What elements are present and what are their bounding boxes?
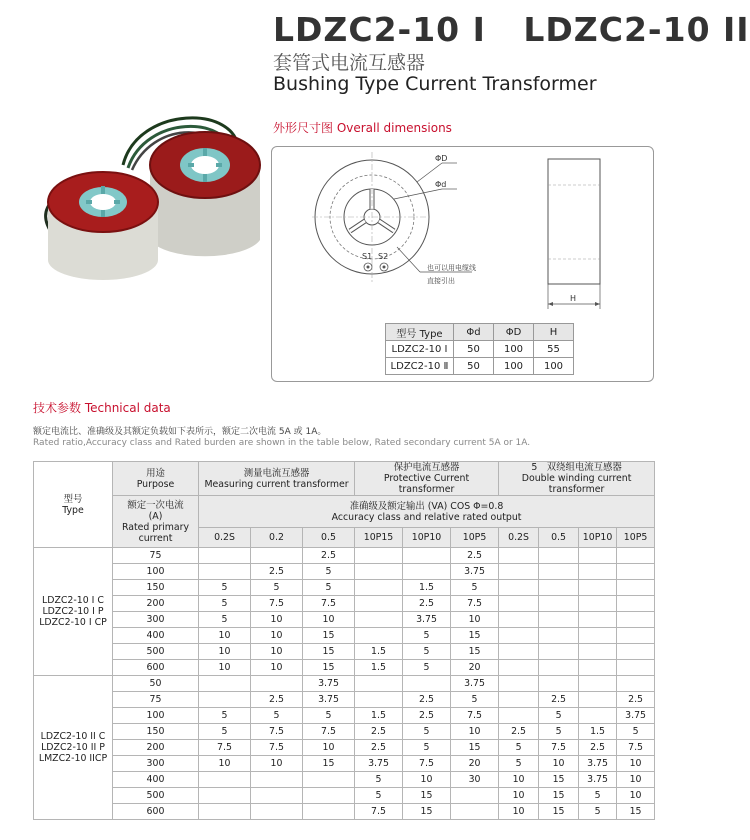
value-cell <box>403 548 451 564</box>
class-header: 0.5 <box>303 528 355 548</box>
value-cell: 15 <box>539 772 579 788</box>
value-cell: 2.5 <box>251 564 303 580</box>
value-cell: 7.5 <box>539 740 579 756</box>
value-cell: 7.5 <box>303 724 355 740</box>
value-cell: 5 <box>539 724 579 740</box>
value-cell <box>499 708 539 724</box>
dimension-table <box>385 323 574 375</box>
value-cell: 5 <box>451 692 499 708</box>
value-cell: 5 <box>303 564 355 580</box>
cable-note-line2: 直接引出 <box>427 277 455 285</box>
value-cell: 10 <box>303 612 355 628</box>
class-header: 0.5 <box>539 528 579 548</box>
value-cell: 5 <box>539 708 579 724</box>
value-cell <box>199 772 251 788</box>
value-cell <box>251 548 303 564</box>
value-cell: 30 <box>451 772 499 788</box>
value-cell: 2.5 <box>403 692 451 708</box>
primary-current-cell: 400 <box>113 628 199 644</box>
value-cell: 15 <box>403 804 451 820</box>
section-title-overall-dimensions: 外形尺寸图 Overall dimensions <box>273 121 452 135</box>
value-cell <box>539 612 579 628</box>
value-cell <box>199 548 251 564</box>
value-cell <box>617 564 655 580</box>
value-cell <box>355 692 403 708</box>
value-cell: 7.5 <box>199 740 251 756</box>
value-cell <box>617 548 655 564</box>
value-cell <box>499 580 539 596</box>
value-cell <box>539 660 579 676</box>
value-cell: 20 <box>451 660 499 676</box>
value-cell <box>355 628 403 644</box>
primary-current-cell: 200 <box>113 596 199 612</box>
dim-col-inner: Φd <box>454 324 494 341</box>
value-cell: 2.5 <box>355 740 403 756</box>
value-cell: 15 <box>539 788 579 804</box>
value-cell: 1.5 <box>355 708 403 724</box>
value-cell: 5 <box>303 580 355 596</box>
value-cell <box>199 564 251 580</box>
height-label: H <box>570 294 577 303</box>
value-cell <box>355 564 403 580</box>
primary-current-cell: 300 <box>113 612 199 628</box>
value-cell: 5 <box>403 740 451 756</box>
value-cell <box>539 564 579 580</box>
primary-current-cell: 150 <box>113 724 199 740</box>
value-cell: 5 <box>499 740 539 756</box>
value-cell <box>251 772 303 788</box>
value-cell: 7.5 <box>451 596 499 612</box>
table-row <box>34 564 655 580</box>
primary-current-cell: 500 <box>113 788 199 804</box>
value-cell: 5 <box>451 580 499 596</box>
value-cell: 5 <box>403 644 451 660</box>
class-header: 0.2 <box>251 528 303 548</box>
table-row <box>34 660 655 676</box>
value-cell <box>303 772 355 788</box>
value-cell <box>539 548 579 564</box>
value-cell: 15 <box>303 660 355 676</box>
value-cell: 7.5 <box>251 740 303 756</box>
value-cell: 10 <box>251 644 303 660</box>
value-cell: 15 <box>451 628 499 644</box>
tech-col-purpose: 用途 Purpose <box>113 462 199 496</box>
primary-current-cell: 75 <box>113 692 199 708</box>
value-cell <box>539 628 579 644</box>
value-cell: 10 <box>199 660 251 676</box>
value-cell: 5 <box>403 724 451 740</box>
table-row <box>34 788 655 804</box>
group-protective: 保护电流互感器 Protective Current transformer <box>355 462 499 496</box>
value-cell: 3.75 <box>303 676 355 692</box>
table-row <box>34 804 655 820</box>
value-cell <box>539 580 579 596</box>
value-cell <box>579 692 617 708</box>
value-cell: 7.5 <box>355 804 403 820</box>
primary-current-cell: 400 <box>113 772 199 788</box>
value-cell <box>579 676 617 692</box>
value-cell <box>403 564 451 580</box>
value-cell: 15 <box>539 804 579 820</box>
value-cell: 2.5 <box>403 708 451 724</box>
value-cell: 5 <box>199 580 251 596</box>
value-cell <box>355 580 403 596</box>
primary-current-cell: 100 <box>113 708 199 724</box>
value-cell: 2.5 <box>251 692 303 708</box>
technical-data-table <box>33 461 655 820</box>
value-cell <box>617 644 655 660</box>
value-cell: 3.75 <box>403 612 451 628</box>
value-cell <box>579 612 617 628</box>
value-cell <box>539 596 579 612</box>
class-header: 10P5 <box>617 528 655 548</box>
value-cell: 15 <box>403 788 451 804</box>
value-cell: 3.75 <box>451 564 499 580</box>
value-cell: 5 <box>199 708 251 724</box>
value-cell: 15 <box>303 628 355 644</box>
value-cell: 7.5 <box>251 596 303 612</box>
value-cell <box>303 788 355 804</box>
value-cell <box>617 676 655 692</box>
value-cell: 2.5 <box>303 548 355 564</box>
dim-col-type: 型号 Type <box>386 324 454 341</box>
inner-diameter-label: Φd <box>435 180 447 189</box>
table-row <box>34 708 655 724</box>
value-cell: 2.5 <box>499 724 539 740</box>
value-cell: 10 <box>303 740 355 756</box>
terminal-s2-label: S2 <box>378 252 389 261</box>
table-row <box>34 676 655 692</box>
class-header: 10P10 <box>403 528 451 548</box>
note-english: Rated ratio,Accuracy class and Rated burden are shown in the table below, Rated secondary current 5A or 1A. <box>33 438 531 448</box>
value-cell: 3.75 <box>451 676 499 692</box>
primary-current-cell: 300 <box>113 756 199 772</box>
value-cell: 3.75 <box>579 772 617 788</box>
group-measuring: 测量电流互感器 Measuring current transformer <box>199 462 355 496</box>
value-cell: 7.5 <box>451 708 499 724</box>
value-cell: 5 <box>355 788 403 804</box>
value-cell: 10 <box>251 612 303 628</box>
primary-current-cell: 600 <box>113 804 199 820</box>
primary-current-cell: 200 <box>113 740 199 756</box>
value-cell: 10 <box>617 756 655 772</box>
primary-current-cell: 500 <box>113 644 199 660</box>
table-row <box>34 628 655 644</box>
value-cell <box>199 788 251 804</box>
value-cell: 5 <box>403 628 451 644</box>
value-cell: 10 <box>251 756 303 772</box>
value-cell: 7.5 <box>617 740 655 756</box>
class-header: 10P10 <box>579 528 617 548</box>
table-row <box>34 740 655 756</box>
value-cell <box>355 612 403 628</box>
value-cell <box>579 708 617 724</box>
value-cell: 10 <box>499 804 539 820</box>
cable-note-line1: 也可以用电缆线 <box>427 264 476 272</box>
value-cell <box>579 660 617 676</box>
value-cell: 10 <box>451 724 499 740</box>
table-row <box>34 612 655 628</box>
class-header: 0.2S <box>499 528 539 548</box>
value-cell: 10 <box>539 756 579 772</box>
value-cell: 10 <box>251 660 303 676</box>
table-row: LDZC2-10 Ⅱ 50 100 100 <box>386 358 574 375</box>
value-cell: 7.5 <box>403 756 451 772</box>
primary-current-cell: 100 <box>113 564 199 580</box>
accuracy-header: 准确级及额定输出 (VA) COS Φ=0.8 Accuracy class and relative rated output <box>199 496 655 528</box>
table-row <box>34 580 655 596</box>
value-cell <box>499 644 539 660</box>
value-cell <box>617 596 655 612</box>
value-cell: 5 <box>617 724 655 740</box>
primary-current-cell: 150 <box>113 580 199 596</box>
value-cell <box>539 644 579 660</box>
dim-col-outer: ΦD <box>494 324 534 341</box>
value-cell: 15 <box>303 756 355 772</box>
value-cell: 10 <box>617 772 655 788</box>
page-subtitle-en: Bushing Type Current Transformer <box>273 73 597 95</box>
value-cell: 10 <box>199 756 251 772</box>
value-cell: 2.5 <box>539 692 579 708</box>
tech-col-primary-current: 额定一次电流 (A) Rated primary current <box>113 496 199 548</box>
primary-current-cell: 600 <box>113 660 199 676</box>
value-cell: 2.5 <box>403 596 451 612</box>
value-cell <box>199 692 251 708</box>
table-row: LDZC2-10 Ⅰ 50 100 55 <box>386 341 574 358</box>
value-cell: 20 <box>451 756 499 772</box>
value-cell <box>451 804 499 820</box>
value-cell: 3.75 <box>355 756 403 772</box>
value-cell <box>499 660 539 676</box>
value-cell: 10 <box>199 644 251 660</box>
value-cell: 10 <box>499 772 539 788</box>
table-row <box>34 692 655 708</box>
value-cell: 3.75 <box>579 756 617 772</box>
primary-current-cell: 50 <box>113 676 199 692</box>
table-row <box>34 548 655 564</box>
value-cell <box>579 596 617 612</box>
value-cell: 10 <box>617 788 655 804</box>
table-row <box>34 596 655 612</box>
class-header: 0.2S <box>199 528 251 548</box>
value-cell: 2.5 <box>617 692 655 708</box>
tech-col-type: 型号 Type <box>34 462 113 548</box>
table-row <box>34 772 655 788</box>
class-header: 10P5 <box>451 528 499 548</box>
outer-diameter-label: ΦD <box>435 154 448 163</box>
value-cell: 10 <box>451 612 499 628</box>
value-cell <box>617 660 655 676</box>
value-cell <box>355 596 403 612</box>
value-cell: 1.5 <box>355 660 403 676</box>
value-cell: 3.75 <box>303 692 355 708</box>
terminal-s1-label: S1 <box>362 252 373 261</box>
value-cell: 10 <box>403 772 451 788</box>
value-cell: 7.5 <box>303 596 355 612</box>
value-cell: 7.5 <box>251 724 303 740</box>
value-cell: 15 <box>617 804 655 820</box>
value-cell <box>579 644 617 660</box>
value-cell: 5 <box>403 660 451 676</box>
class-header: 10P15 <box>355 528 403 548</box>
value-cell <box>617 580 655 596</box>
value-cell <box>499 596 539 612</box>
value-cell: 5 <box>251 708 303 724</box>
value-cell <box>617 612 655 628</box>
value-cell: 5 <box>579 804 617 820</box>
value-cell <box>499 692 539 708</box>
value-cell: 15 <box>451 740 499 756</box>
value-cell <box>451 788 499 804</box>
value-cell: 2.5 <box>451 548 499 564</box>
section-title-technical-data: 技术参数 Technical data <box>33 401 171 415</box>
value-cell: 10 <box>199 628 251 644</box>
value-cell: 10 <box>251 628 303 644</box>
value-cell: 1.5 <box>403 580 451 596</box>
note-chinese: 额定电流比、准确级及其额定负载如下表所示，额定二次电流 5A 或 1A。 <box>33 427 327 437</box>
value-cell: 5 <box>499 756 539 772</box>
value-cell <box>499 676 539 692</box>
value-cell <box>251 804 303 820</box>
dim-col-height: H <box>534 324 574 341</box>
value-cell: 5 <box>303 708 355 724</box>
value-cell <box>199 676 251 692</box>
value-cell <box>579 564 617 580</box>
value-cell: 1.5 <box>579 724 617 740</box>
value-cell: 2.5 <box>579 740 617 756</box>
value-cell <box>251 676 303 692</box>
value-cell <box>499 628 539 644</box>
value-cell <box>579 548 617 564</box>
table-row <box>34 644 655 660</box>
group-double-winding: 5 双绕组电流互感器 Double winding current transformer <box>499 462 655 496</box>
value-cell: 5 <box>251 580 303 596</box>
value-cell: 5 <box>355 772 403 788</box>
primary-current-cell: 75 <box>113 548 199 564</box>
value-cell: 3.75 <box>617 708 655 724</box>
value-cell <box>499 564 539 580</box>
value-cell: 15 <box>451 644 499 660</box>
value-cell <box>539 676 579 692</box>
value-cell: 5 <box>579 788 617 804</box>
value-cell: 15 <box>303 644 355 660</box>
value-cell: 5 <box>199 612 251 628</box>
value-cell: 5 <box>199 724 251 740</box>
value-cell <box>355 676 403 692</box>
value-cell: 2.5 <box>355 724 403 740</box>
value-cell <box>403 676 451 692</box>
page-subtitle-cn: 套管式电流互感器 <box>273 52 426 74</box>
value-cell: 1.5 <box>355 644 403 660</box>
value-cell <box>251 788 303 804</box>
value-cell <box>355 548 403 564</box>
table-row <box>34 756 655 772</box>
page-title: LDZC2-10 I LDZC2-10 II <box>273 10 750 49</box>
value-cell <box>199 804 251 820</box>
value-cell <box>617 628 655 644</box>
value-cell: 10 <box>499 788 539 804</box>
value-cell <box>499 548 539 564</box>
model-cell: LDZC2-10 II C LDZC2-10 II P LMZC2-10 IICP <box>34 676 113 820</box>
product-photo <box>28 110 260 280</box>
value-cell <box>303 804 355 820</box>
value-cell <box>579 628 617 644</box>
model-cell: LDZC2-10 I C LDZC2-10 I P LDZC2-10 I CP <box>34 548 113 676</box>
table-row <box>34 724 655 740</box>
value-cell <box>499 612 539 628</box>
value-cell <box>579 580 617 596</box>
value-cell: 5 <box>199 596 251 612</box>
